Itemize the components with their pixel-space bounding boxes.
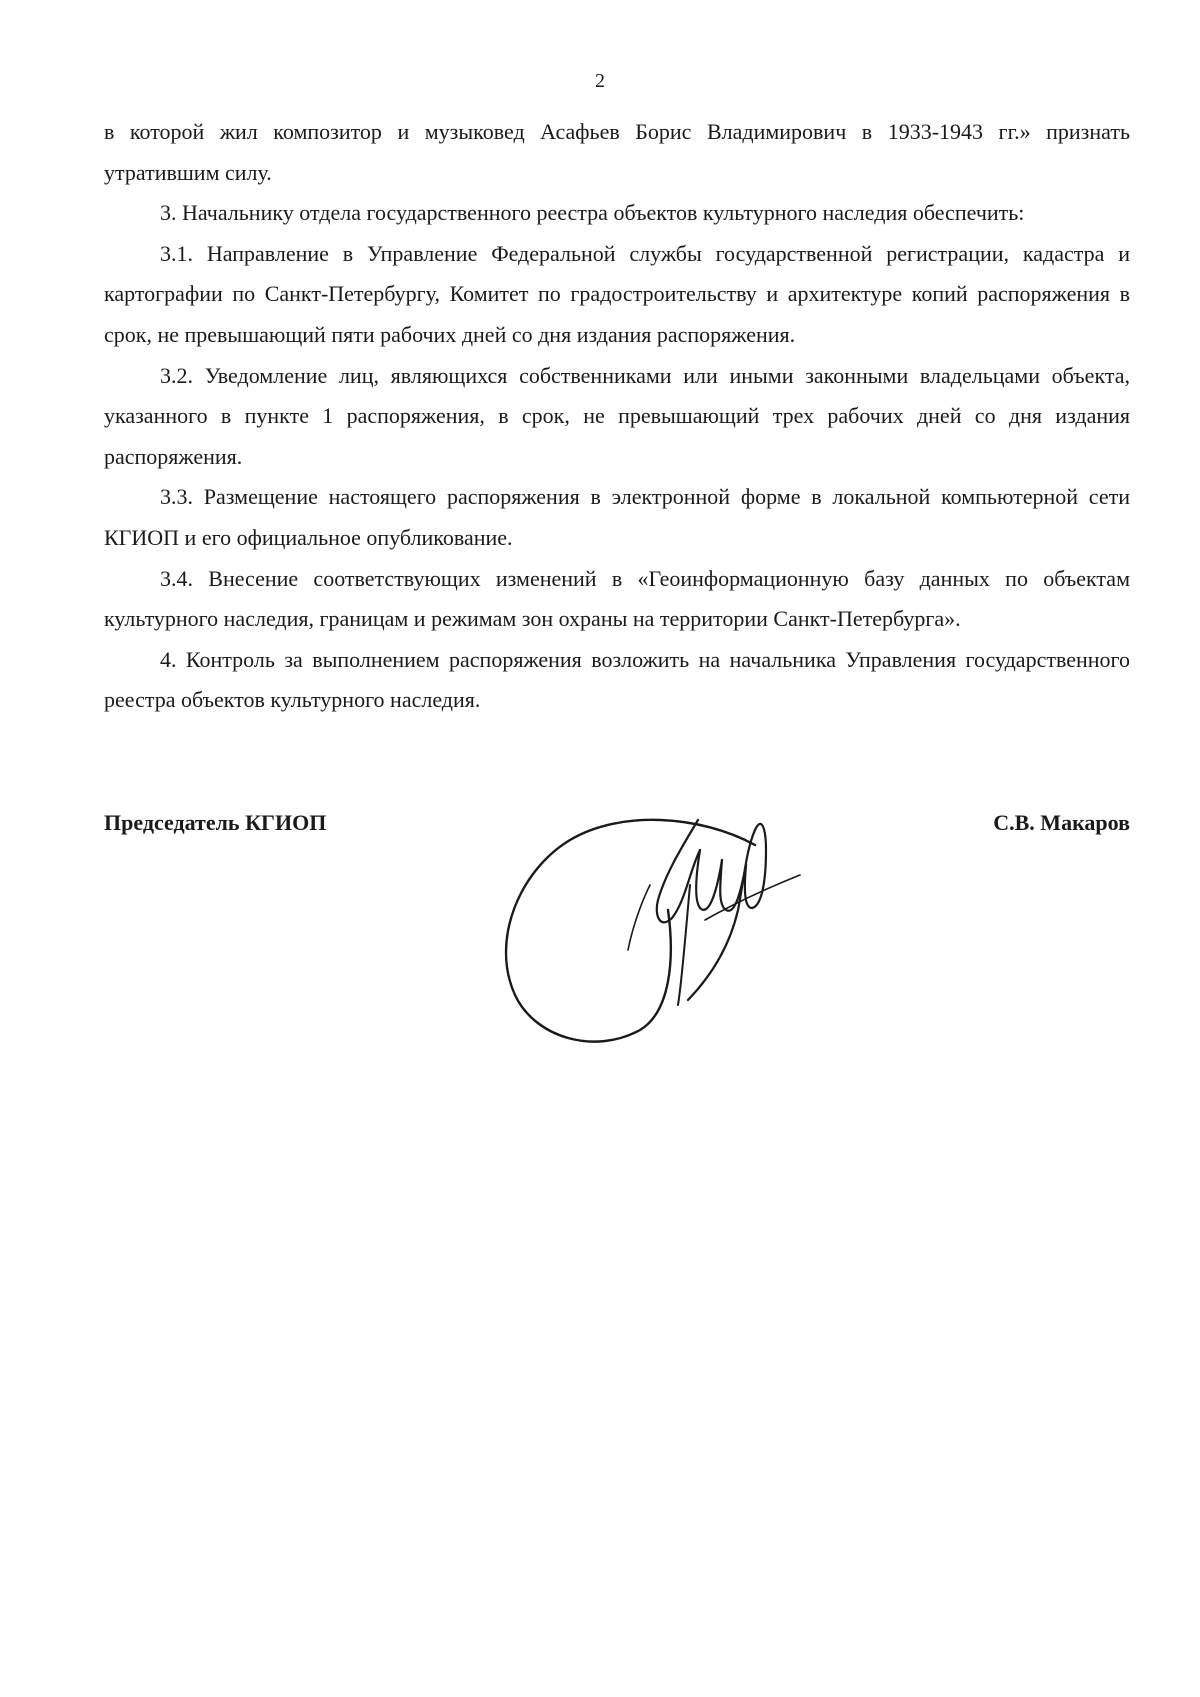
handwritten-signature [500,790,880,1050]
paragraph-item-4: 4. Контроль за выполнением распоряжения возложить на начальника Управления государственного реестра объектов культурного наследия. [104,646,1130,713]
signatory-title: Председатель КГИОП [104,810,327,835]
paragraph-item-3-2: 3.2. Уведомление лиц, являющихся собственниками или иными законными владельцами объекта, указанного в пункте 1 распоряжения, в срок, не превышающий трех рабочих дней со дня издания распоряжения. [104,362,1130,469]
page-number: 2 [595,70,605,92]
paragraph-item-3: 3. Начальнику отдела государственного реестра объектов культурного наследия обеспечить: [160,200,1025,226]
document-body [104,112,1130,721]
paragraph-item-3-3: 3.3. Размещение настоящего распоряжения в электронной форме в локальной компьютерной сети КГИОП и его официальное опубликование. [104,484,1130,550]
paragraph-item-3-4: 3.4. Внесение соответствующих изменений в «Геоинформационную базу данных по объектам культурного наследия, границам и режимам зон охраны на территории Санкт-Петербурга». [104,565,1130,632]
paragraph-continuation: в которой жил композитор и музыковед Асафьев Борис Владимирович в 1933-1943 гг.» признать утратившим силу. [104,119,1130,185]
paragraph-item-3-1: 3.1. Направление в Управление Федеральной службы государственной регистрации, кадастра и картографии по Санкт-Петербургу, Комитет по градостроительству и архитектуре копий распоряжения в срок, не превышающий пяти рабочих дней со дня издания распоряжения. [104,240,1130,347]
signatory-name: С.В. Макаров [993,810,1130,835]
